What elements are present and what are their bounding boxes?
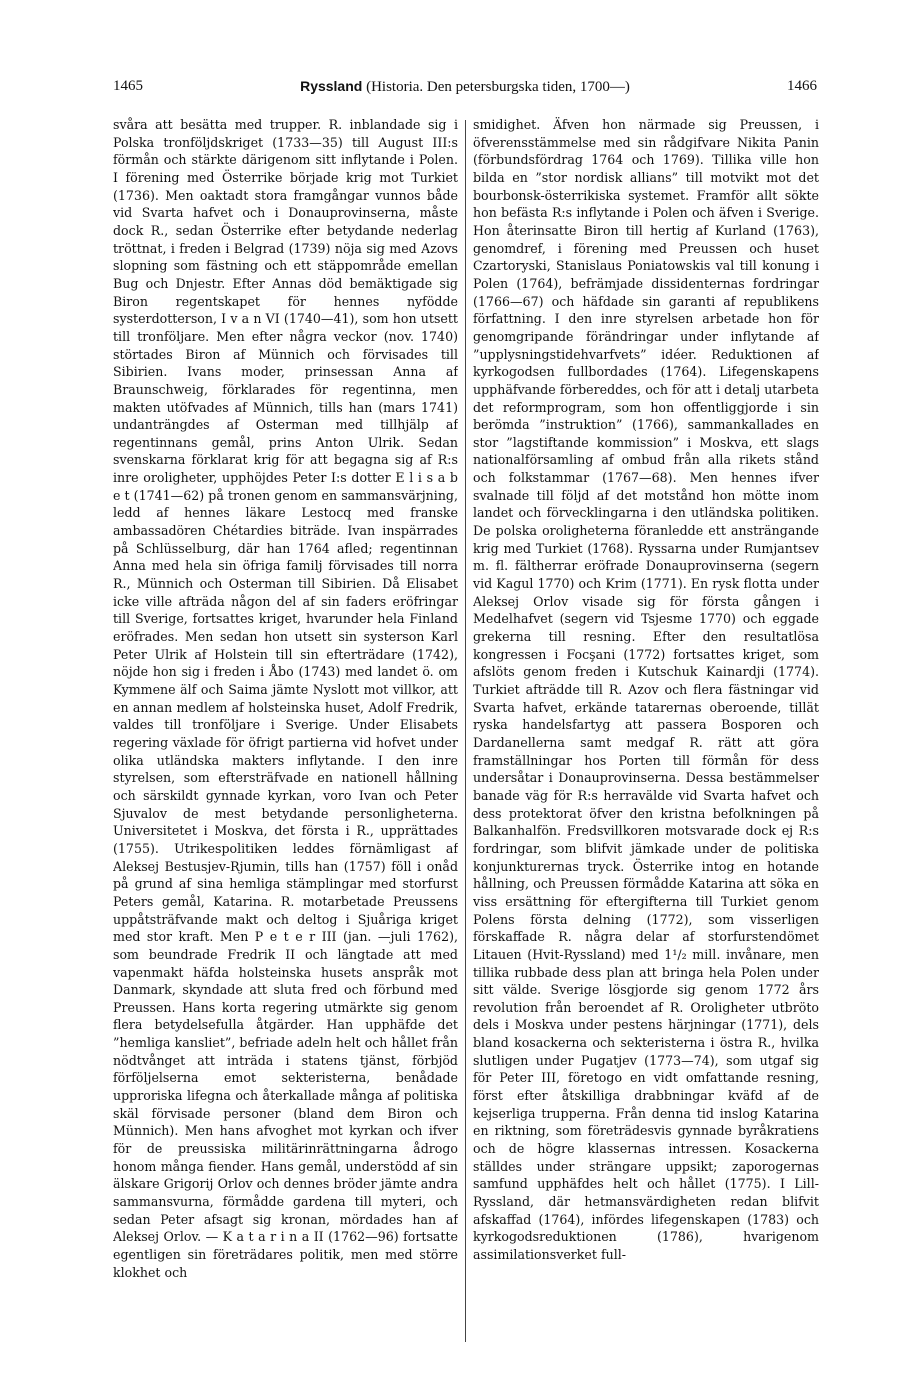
running-head-rest: (Historia. Den petersburgska tiden, 1700—) [362,79,630,95]
page-number-right: 1466 [787,78,817,94]
running-head-keyword: Ryssland [300,78,363,94]
right-column [473,116,819,1346]
column-divider [465,120,466,1342]
left-column-text: svåra att besätta med trupper. R. inblandade sig i Polska tronföljdskriget (1733—35) till August III:s förmån och stärkte därigenom sitt inflytande i Polen. I förening med Österrike började krig mot Turkiet (1736). Men oaktadt stora framgångar vunnos både vid Svarta hafvet och i Donauprovinserna, måste dock R., sedan Österrike efter betydande nederlag tröttnat, i freden i Belgrad (1739) nöja sig med Azovs slopning som fästning och ett stäppområde emellan Bug och Dnjestr. Efter Annas död bemäktigade sig Biron regentskapet för hennes nyfödde systerdotterson, I v a n VI (1740—41), som hon utsett till tronföljare. Men efter några veckor (nov. 1740) störtades Biron af Münnich och förvisades till Sibirien. Ivans moder, prinsessan Anna af Braunschweig, förklarades för regentinna, men makten utöfvades af Münnich, tills han (mars 1741) undanträngdes af Osterman med tillhjälp af regentinnans gemål, prins Anton Ulrik. Sedan svenskarna förklarat krig för att begagna sig af R:s inre oroligheter, upphöjdes Peter I:s dotter E l i s a b e t (1741—62) på tronen genom en sammansvärjning, ledd af hennes läkare Lestocq med franske ambassadören Chétardies biträde. Ivan inspärrades på Schlüsselburg, där han 1764 afled; regentinnan Anna med hela sin öfriga familj förvisades till norra R., Münnich och Osterman till Sibirien. Då Elisabet icke ville afträda någon del af sin faders eröfringar till Sverige, fortsattes kriget, hvarunder hela Finland eröfrades. Men sedan hon utsett sin systerson Karl Peter Ulrik af Holstein till sin efterträdare (1742), nöjde hon sig i freden i Åbo (1743) med landet ö. om Kymmene älf och Saima jämte Nyslott mot villkor, att en annan medlem af holsteinska huset, Adolf Fredrik, valdes till tronföljare i Sverige. Under Elisabets regering växlade för öfrigt partierna vid hofvet under olika utländska makters inflytande. I den inre styrelsen, som eftersträfvade en nationell hållning och särskildt gynnade kyrkan, voro Ivan och Peter Sjuvalov de mest betydande personligheterna. Universitetet i Moskva, det första i R., upprättades (1755). Utrikespolitiken leddes förnämligast af Aleksej Bestusjev-Rjumin, tills han (1757) föll i onåd på grund af sina hemliga stämplingar med storfurst Peters gemål, Katarina. R. motarbetade Preussens uppåtsträfvande makt och deltog i Sjuåriga kriget med stor kraft. Men P e t e r III (jan. —juli 1762), som beundrade Fredrik II och längtade att med vapenmakt häfda holsteinska husets anspråk mot Danmark, skyndade att sluta fred och förbund med Preussen. Hans korta regering utmärkte sig genom flera betydelsefulla åtgärder. Han upphäfde det ”hemliga kansliet”, befriade adeln helt och hållet från nödtvånget att inträda i statens tjänst, förbjöd förföljelserna emot sekteristerna, benådade upproriska lifegna och återkallade många af politiska skäl förvisade personer (bland dem Biron och Münnich). Men hans afvoghet mot kyrkan och ifver för de preussiska militärinrättningarna ådrogo honom många fiender. Hans gemål, understödd af sin älskare Grigorij Orlov och dennes bröder jämte andra sammansvurna, förmådde gardena till myteri, och sedan Peter afsagt sig kronan, mördades han af Aleksej Orlov. — K a t a r i n a II (1762—96) fortsatte egentligen sin företrädares politik, men med större klokhet och [113,117,458,1280]
page-number-left: 1465 [113,78,143,94]
left-column [113,116,458,1346]
page-header [113,78,817,100]
right-column-text: smidighet. Äfven hon närmade sig Preussen, i öfverensstämmelse med sin rådgifvare Nikita Panin (förbundsfördrag 1764 och 1769). Tillika ville hon bilda en ”stor nordisk allians” till motvikt mot det bourbonsk-österrikiska systemet. Framför allt sökte hon befästa R:s inflytande i Polen och äfven i Sverige. Hon återinsatte Biron till hertig af Kurland (1763), genomdref, i förening med Preussen och huset Czartoryski, Stanislaus Poniatowskis val till konung i Polen (1764), befrämjade dissidenternas fordringar (1766—67) och häfdade sin garanti af republikens författning. I den inre styrelsen arbetade hon för genomgripande förändringar under inflytande af ”upplysningstidehvarfvets” idéer. Reduktionen af kyrkogodsen fullbordades (1764). Lifegenskapens upphäfvande förbereddes, och för att i detalj utarbeta det reformprogram, som hon offentliggjorde i sin berömda ”instruktion” (1766), sammankallades en stor ”lagstiftande kommission” i Moskva, ett slags nationalförsamling af ombud från alla rikets stånd och folkstammar (1767—68). Men hennes ifver svalnade till följd af det motstånd hon mötte inom landet och förvecklingarna i den utländska politiken. De polska oroligheterna föranledde ett ansträngande krig med Turkiet (1768). Ryssarna under Rumjantsev m. fl. fältherrar eröfrade Donauprovinserna (segern vid Kagul 1770) och Krim (1771). En rysk flotta under Aleksej Orlov visade sig för första gången i Medelhafvet (segern vid Tsjesme 1770) och eggade grekerna till resning. Efter den resultatlösa kongressen i Focşani (1772) fortsattes kriget, som afslöts genom freden i Kutschuk Kainardji (1774). Turkiet afträdde till R. Azov och flera fästningar vid Svarta hafvet, erkände tatarernas oberoende, tillät ryska handelsfartyg att passera Bosporen och Dardanellerna samt medgaf R. rätt att göra framställningar hos Porten till förmån för dess undersåtar i Donauprovinserna. Dessa bestämmelser banade väg för R:s herravälde vid Svarta hafvet och dess protektorat öfver den kristna befolkningen på Balkanhalfön. Fredsvillkoren motsvarade dock ej R:s fordringar, som blifvit jämkade under de politiska konjunkturernas tryck. Österrike intog en hotande hållning, och Preussen förmådde Katarina att söka en viss ersättning för eftergifterna till Turkiet genom Polens första delning (1772), som visserligen förskaffade R. några delar af storfurstendömet Litauen (Hvit-Ryssland) med 1¹/₂ mill. invånare, men tillika rubbade dess plan att bringa hela Polen under sitt välde. Sverige lösgjorde sig genom 1772 års revolution från beroendet af R. Oroligheter utbröto dels i Moskva under pestens härjningar (1771), dels bland kosackerna och sekteristerna i östra R., hvilka slutligen under Pugatjev (1773—74), som utgaf sig för Peter III, företogo en vidt omfattande resning, först efter åtskilliga drabbningar kväfd af de kejserliga trupperna. Från denna tid inslog Katarina en riktning, som företrädesvis gynnade byråkratiens och de högre klassernas intressen. Kosackerna ställdes under strängare uppsikt; zaporogernas samfund upphäfdes helt och hållet (1775). I Lill-Ryssland, där hetmansvärdigheten redan blifvit afskaffad (1764), infördes lifegenskapen (1783) och kyrkogodsreduktionen (1786), hvarigenom assimilationsverket full- [473,117,819,1262]
running-head [113,78,817,96]
